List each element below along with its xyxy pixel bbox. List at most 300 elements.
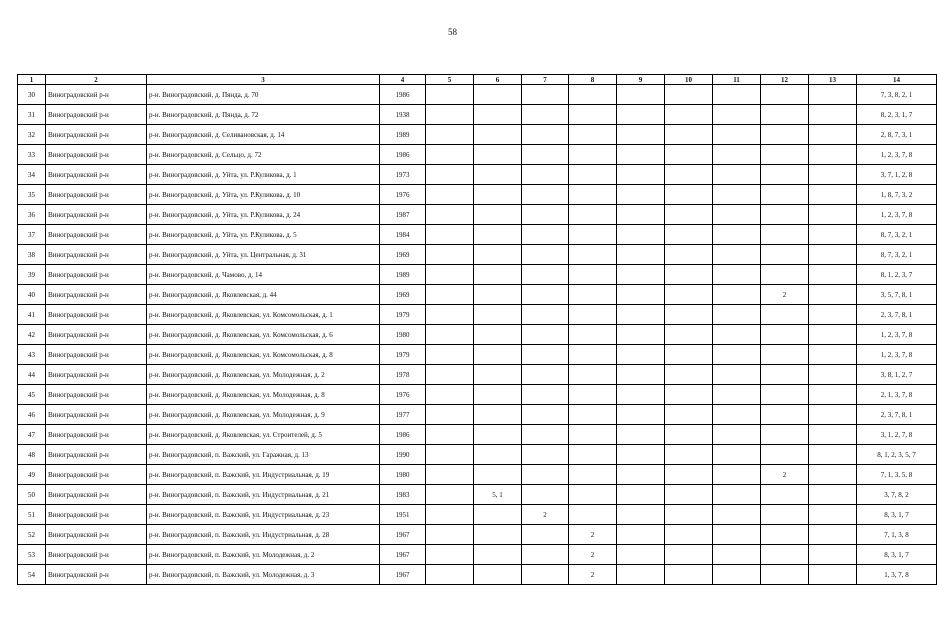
year-cell: 1980 [380,325,426,345]
column-8-cell [569,245,617,265]
column-8-cell [569,225,617,245]
table-row [18,245,937,265]
column-10-cell [665,425,713,445]
table-row [18,365,937,385]
column-12-cell [761,85,809,105]
row-number: 44 [18,365,46,385]
address-cell: р-н. Виноградовский, д. Яковлевская, д. 44 [147,285,380,305]
column-7-cell [522,245,569,265]
column-7-cell [522,385,569,405]
column-12-cell [761,365,809,385]
year-cell: 1978 [380,365,426,385]
column-9-cell [617,425,665,445]
codes-cell: 7, 1, 3, 8 [857,525,937,545]
column-6-cell [474,85,522,105]
codes-cell: 3, 8, 1, 2, 7 [857,365,937,385]
column-11-cell [713,145,761,165]
column-header-1: 1 [18,75,46,85]
column-12-cell [761,525,809,545]
row-number: 39 [18,265,46,285]
column-5-cell [426,405,474,425]
year-cell: 1980 [380,465,426,485]
year-cell: 1979 [380,345,426,365]
column-13-cell [809,205,857,225]
table-row [18,125,937,145]
table-row [18,225,937,245]
column-6-cell [474,245,522,265]
row-number: 49 [18,465,46,485]
table-row [18,385,937,405]
table-row [18,85,937,105]
row-number: 41 [18,305,46,325]
column-6-cell [474,545,522,565]
row-number: 47 [18,425,46,445]
codes-cell: 7, 3, 8, 2, 1 [857,85,937,105]
year-cell: 1967 [380,545,426,565]
column-9-cell [617,205,665,225]
codes-cell: 2, 1, 3, 7, 8 [857,385,937,405]
address-cell: р-н. Виноградовский, д. Уйта, ул. Р.Куликова, д. 5 [147,225,380,245]
column-9-cell [617,85,665,105]
column-12-cell [761,545,809,565]
address-cell: р-н. Виноградовский, д. Яковлевская, ул. Строителей, д. 5 [147,425,380,445]
column-10-cell [665,345,713,365]
row-number: 37 [18,225,46,245]
column-6-cell [474,285,522,305]
column-header-7: 7 [522,75,569,85]
column-6-cell [474,565,522,585]
column-11-cell [713,385,761,405]
column-6-cell [474,445,522,465]
column-8-cell [569,485,617,505]
column-10-cell [665,145,713,165]
column-8-cell [569,265,617,285]
column-10-cell [665,85,713,105]
district-cell: Виноградовский р-н [46,345,147,365]
codes-cell: 8, 3, 1, 7 [857,545,937,565]
column-5-cell [426,365,474,385]
address-cell: р-н. Виноградовский, п. Важский, ул. Индустриальная, д. 28 [147,525,380,545]
column-11-cell [713,205,761,225]
column-9-cell [617,505,665,525]
column-8-cell [569,445,617,465]
column-6-cell [474,525,522,545]
column-6-cell [474,125,522,145]
column-10-cell [665,505,713,525]
column-11-cell [713,125,761,145]
column-9-cell [617,265,665,285]
row-number: 40 [18,285,46,305]
column-5-cell [426,305,474,325]
column-9-cell [617,385,665,405]
district-cell: Виноградовский р-н [46,245,147,265]
column-7-cell [522,365,569,385]
column-5-cell [426,85,474,105]
column-12-cell [761,485,809,505]
column-11-cell [713,325,761,345]
column-8-cell [569,505,617,525]
column-5-cell [426,485,474,505]
district-cell: Виноградовский р-н [46,185,147,205]
year-cell: 1951 [380,505,426,525]
district-cell: Виноградовский р-н [46,485,147,505]
column-9-cell [617,565,665,585]
year-cell: 1977 [380,405,426,425]
column-12-cell [761,445,809,465]
codes-cell: 1, 8, 7, 3, 2 [857,185,937,205]
column-11-cell [713,525,761,545]
year-cell: 1967 [380,565,426,585]
column-8-cell [569,365,617,385]
column-7-cell [522,185,569,205]
column-6-cell [474,105,522,125]
column-12-cell [761,265,809,285]
table-row [18,565,937,585]
column-9-cell [617,345,665,365]
column-11-cell [713,185,761,205]
address-cell: р-н. Виноградовский, п. Важский, ул. Молодежная, д. 2 [147,545,380,565]
year-cell: 1969 [380,245,426,265]
district-cell: Виноградовский р-н [46,505,147,525]
column-header-8: 8 [569,75,617,85]
column-6-cell [474,425,522,445]
column-10-cell [665,445,713,465]
column-11-cell [713,485,761,505]
column-13-cell [809,145,857,165]
table-row [18,485,937,505]
year-cell: 1987 [380,205,426,225]
column-header-14: 14 [857,75,937,85]
column-10-cell [665,525,713,545]
column-5-cell [426,565,474,585]
column-12-cell [761,165,809,185]
column-13-cell [809,85,857,105]
column-13-cell [809,545,857,565]
column-7-cell [522,125,569,145]
column-10-cell [665,545,713,565]
table-row [18,545,937,565]
column-6-cell [474,345,522,365]
column-5-cell [426,285,474,305]
address-cell: р-н. Виноградовский, п. Важский, ул. Индустриальная, д. 21 [147,485,380,505]
column-12-cell [761,125,809,145]
table-row [18,165,937,185]
district-cell: Виноградовский р-н [46,545,147,565]
table-row [18,405,937,425]
column-13-cell [809,505,857,525]
row-number: 54 [18,565,46,585]
column-5-cell [426,105,474,125]
column-9-cell [617,405,665,425]
address-cell: р-н. Виноградовский, д. Уйта, ул. Центральная, д. 31 [147,245,380,265]
column-11-cell [713,425,761,445]
column-9-cell [617,145,665,165]
address-cell: р-н. Виноградовский, д. Яковлевская, ул. Молодежная, д. 9 [147,405,380,425]
column-10-cell [665,565,713,585]
column-7-cell [522,205,569,225]
column-10-cell [665,365,713,385]
column-5-cell [426,325,474,345]
table-row [18,145,937,165]
column-6-cell [474,225,522,245]
column-12-cell [761,245,809,265]
district-cell: Виноградовский р-н [46,145,147,165]
codes-cell: 1, 2, 3, 7, 8 [857,145,937,165]
column-8-cell [569,185,617,205]
year-cell: 1967 [380,525,426,545]
column-13-cell [809,465,857,485]
column-7-cell [522,165,569,185]
year-cell: 1969 [380,285,426,305]
column-11-cell [713,265,761,285]
column-11-cell [713,285,761,305]
codes-cell: 1, 2, 3, 7, 8 [857,205,937,225]
column-10-cell [665,165,713,185]
column-9-cell [617,125,665,145]
district-cell: Виноградовский р-н [46,425,147,445]
column-8-cell [569,345,617,365]
column-10-cell [665,385,713,405]
table-body [18,85,937,585]
column-8-cell [569,425,617,445]
column-5-cell [426,185,474,205]
column-6-cell [474,465,522,485]
column-11-cell [713,445,761,465]
header-row [18,75,937,85]
column-7-cell [522,225,569,245]
column-8-cell [569,465,617,485]
column-6-cell: 5, 1 [474,485,522,505]
column-11-cell [713,465,761,485]
row-number: 45 [18,385,46,405]
year-cell: 1989 [380,265,426,285]
district-cell: Виноградовский р-н [46,465,147,485]
column-12-cell [761,185,809,205]
year-cell: 1976 [380,185,426,205]
column-12-cell [761,305,809,325]
column-12-cell [761,225,809,245]
column-12-cell [761,105,809,125]
column-10-cell [665,105,713,125]
row-number: 52 [18,525,46,545]
address-cell: р-н. Виноградовский, д. Уйта, ул. Р.Куликова, д. 24 [147,205,380,225]
column-10-cell [665,125,713,145]
column-header-4: 4 [380,75,426,85]
column-header-9: 9 [617,75,665,85]
district-cell: Виноградовский р-н [46,285,147,305]
column-5-cell [426,445,474,465]
column-6-cell [474,305,522,325]
column-9-cell [617,105,665,125]
row-number: 31 [18,105,46,125]
table-row [18,445,937,465]
column-6-cell [474,405,522,425]
column-8-cell [569,285,617,305]
column-6-cell [474,385,522,405]
table-row [18,105,937,125]
codes-cell: 1, 3, 7, 8 [857,565,937,585]
year-cell: 1979 [380,305,426,325]
column-10-cell [665,205,713,225]
table-row [18,425,937,445]
year-cell: 1976 [380,385,426,405]
column-11-cell [713,305,761,325]
column-11-cell [713,165,761,185]
column-8-cell [569,385,617,405]
column-10-cell [665,405,713,425]
district-cell: Виноградовский р-н [46,525,147,545]
column-13-cell [809,185,857,205]
year-cell: 1990 [380,445,426,465]
column-13-cell [809,265,857,285]
column-13-cell [809,345,857,365]
column-10-cell [665,485,713,505]
codes-cell: 8, 1, 2, 3, 5, 7 [857,445,937,465]
column-11-cell [713,545,761,565]
year-cell: 1986 [380,425,426,445]
column-7-cell [522,485,569,505]
column-header-11: 11 [713,75,761,85]
column-13-cell [809,405,857,425]
column-5-cell [426,265,474,285]
district-cell: Виноградовский р-н [46,265,147,285]
column-9-cell [617,525,665,545]
address-cell: р-н. Виноградовский, д. Уйта, ул. Р.Куликова, д. 10 [147,185,380,205]
column-7-cell [522,345,569,365]
district-cell: Виноградовский р-н [46,385,147,405]
row-number: 36 [18,205,46,225]
column-7-cell [522,285,569,305]
table-row [18,205,937,225]
row-number: 30 [18,85,46,105]
row-number: 43 [18,345,46,365]
column-10-cell [665,185,713,205]
district-cell: Виноградовский р-н [46,165,147,185]
column-7-cell [522,445,569,465]
column-9-cell [617,305,665,325]
address-cell: р-н. Виноградовский, д. Яковлевская, ул. Молодежная, д. 2 [147,365,380,385]
address-cell: р-н. Виноградовский, д. Пянда, д. 70 [147,85,380,105]
column-6-cell [474,185,522,205]
column-11-cell [713,225,761,245]
address-cell: р-н. Виноградовский, д. Яковлевская, ул. Комсомольская, д. 1 [147,305,380,325]
codes-cell: 2, 3, 7, 8, 1 [857,405,937,425]
column-7-cell [522,525,569,545]
row-number: 34 [18,165,46,185]
district-cell: Виноградовский р-н [46,85,147,105]
address-cell: р-н. Виноградовский, д. Яковлевская, ул. Комсомольская, д. 6 [147,325,380,345]
table-row [18,305,937,325]
column-5-cell [426,145,474,165]
column-6-cell [474,365,522,385]
column-10-cell [665,325,713,345]
column-header-5: 5 [426,75,474,85]
codes-cell: 1, 2, 3, 7, 8 [857,325,937,345]
column-10-cell [665,225,713,245]
column-13-cell [809,425,857,445]
column-7-cell [522,565,569,585]
column-5-cell [426,245,474,265]
address-cell: р-н. Виноградовский, д. Уйта, ул. Р.Куликова, д. 1 [147,165,380,185]
column-5-cell [426,545,474,565]
address-cell: р-н. Виноградовский, д. Пянда, д. 72 [147,105,380,125]
column-11-cell [713,105,761,125]
column-12-cell [761,345,809,365]
row-number: 33 [18,145,46,165]
column-13-cell [809,305,857,325]
column-9-cell [617,545,665,565]
column-7-cell [522,145,569,165]
row-number: 38 [18,245,46,265]
column-10-cell [665,465,713,485]
district-cell: Виноградовский р-н [46,565,147,585]
column-12-cell [761,565,809,585]
column-5-cell [426,465,474,485]
table-row [18,265,937,285]
row-number: 53 [18,545,46,565]
column-7-cell: 2 [522,505,569,525]
column-7-cell [522,405,569,425]
column-9-cell [617,165,665,185]
year-cell: 1984 [380,225,426,245]
column-9-cell [617,485,665,505]
row-number: 50 [18,485,46,505]
column-6-cell [474,265,522,285]
address-cell: р-н. Виноградовский, д. Селивановская, д. 14 [147,125,380,145]
column-12-cell [761,205,809,225]
codes-cell: 2, 3, 7, 8, 1 [857,305,937,325]
column-9-cell [617,225,665,245]
year-cell: 1986 [380,145,426,165]
column-12-cell: 2 [761,285,809,305]
district-cell: Виноградовский р-н [46,125,147,145]
column-5-cell [426,225,474,245]
column-9-cell [617,365,665,385]
codes-cell: 8, 1, 2, 3, 7 [857,265,937,285]
table-row [18,525,937,545]
column-13-cell [809,485,857,505]
codes-cell: 8, 2, 3, 1, 7 [857,105,937,125]
column-8-cell: 2 [569,565,617,585]
column-5-cell [426,425,474,445]
column-13-cell [809,445,857,465]
column-9-cell [617,285,665,305]
column-12-cell [761,425,809,445]
column-11-cell [713,345,761,365]
table-row [18,505,937,525]
row-number: 48 [18,445,46,465]
column-9-cell [617,185,665,205]
address-cell: р-н. Виноградовский, д. Чамово, д. 14 [147,265,380,285]
column-5-cell [426,165,474,185]
column-12-cell [761,385,809,405]
column-12-cell [761,505,809,525]
address-cell: р-н. Виноградовский, д. Сельцо, д. 72 [147,145,380,165]
column-7-cell [522,105,569,125]
column-5-cell [426,345,474,365]
column-6-cell [474,505,522,525]
address-cell: р-н. Виноградовский, п. Важский, ул. Гаражная, д. 13 [147,445,380,465]
address-cell: р-н. Виноградовский, п. Важский, ул. Индустриальная, д. 19 [147,465,380,485]
column-8-cell [569,105,617,125]
column-6-cell [474,205,522,225]
column-13-cell [809,325,857,345]
column-6-cell [474,145,522,165]
column-8-cell [569,305,617,325]
column-5-cell [426,525,474,545]
address-cell: р-н. Виноградовский, д. Яковлевская, ул. Молодежная, д. 8 [147,385,380,405]
year-cell: 1983 [380,485,426,505]
